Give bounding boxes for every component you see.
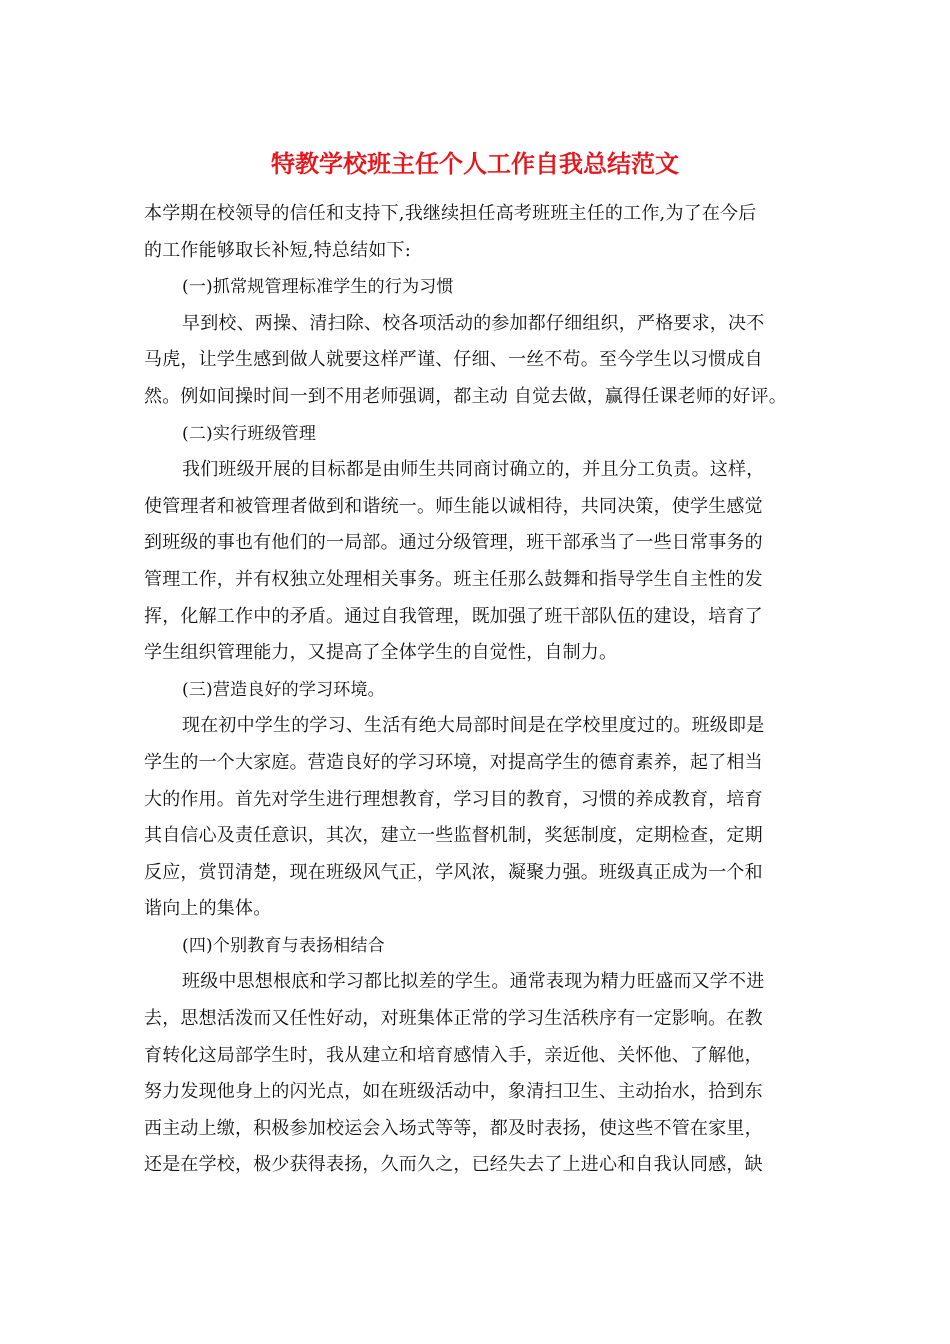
paragraph-line: 其自信心及责任意识，其次，建立一些监督机制，奖惩制度，定期检查，定期 [144, 825, 763, 847]
paragraph-line: 学生组织管理能力，又提高了全体学生的自觉性，自制力。 [144, 642, 618, 664]
document-body [144, 196, 824, 1184]
paragraph-line: 使管理者和被管理者做到和谐统一。师生能以诚相待，共同决策，使学生感觉 [144, 495, 763, 517]
paragraph-line: 本学期在校领导的信任和支持下,我继续担任高考班班主任的工作,为了在今后 [144, 203, 757, 224]
paragraph-line: 挥，化解工作中的矛盾。通过自我管理，既加强了班干部队伍的建设，培育了 [144, 605, 763, 627]
paragraph-line: 的工作能够取长补短,特总结如下: [144, 239, 411, 261]
paragraph-line: 管理工作，并有权独立处理相关事务。班主任那么鼓舞和指导学生自主性的发 [144, 568, 763, 590]
paragraph-line: 还是在学校，极少获得表扬，久而久之，已经失去了上进心和自我认同感，缺 [144, 1154, 763, 1176]
paragraph-line: 大的作用。首先对学生进行理想教育，学习目的教育，习惯的养成教育，培育 [144, 788, 763, 810]
paragraph-line: 谐向上的集体。 [144, 898, 272, 920]
paragraph-line: 学生的一个大家庭。营造良好的学习环境，对提高学生的德育素养，起了相当 [144, 751, 763, 773]
paragraph-line: 反应，赏罚清楚，现在班级风气正，学风浓，凝聚力强。班级真正成为一个和 [144, 861, 763, 883]
section-heading: (三)营造良好的学习环境。 [182, 679, 385, 700]
paragraph-line: 班级中思想根底和学习都比拟差的学生。通常表现为精力旺盛而又学不进 [182, 971, 765, 993]
paragraph-line: 到班级的事也有他们的一局部。通过分级管理，班干部承当了一些日常事务的 [144, 532, 763, 554]
document-title: 特教学校班主任个人工作自我总结范文 [271, 149, 679, 178]
paragraph-line: 马虎，让学生感到做人就要这样严谨、仔细、一丝不苟。至今学生以习惯成自 [144, 349, 763, 371]
paragraph-line: 然。例如间操时间一到不用老师强调，都主动 自觉去做，赢得任课老师的好评。 [144, 385, 787, 407]
paragraph-line: 努力发现他身上的闪光点，如在班级活动中，象清扫卫生、主动抬水，拾到东 [144, 1081, 763, 1103]
paragraph-line: 我们班级开展的目标都是由师生共同商讨确立的，并且分工负责。这样， [182, 459, 765, 481]
section-heading: (一)抓常规管理标准学生的行为习惯 [182, 277, 454, 298]
paragraph-line: 育转化这局部学生时，我从建立和培育感情入手，亲近他、关怀他、了解他， [144, 1044, 763, 1066]
section-heading: (四)个别教育与表扬相结合 [182, 935, 385, 956]
section-heading: (二)实行班级管理 [182, 423, 317, 444]
paragraph-line: 去，思想活泼而又任性好动，对班集体正常的学习生活秩序有一定影响。在教 [144, 1008, 763, 1030]
paragraph-line: 西主动上缴，积极参加校运会入场式等等，都及时表扬，使这些不管在家里， [144, 1117, 763, 1139]
paragraph-line: 现在初中学生的学习、生活有绝大局部时间是在学校里度过的。班级即是 [182, 715, 765, 737]
paragraph-line: 早到校、两操、清扫除、校各项活动的参加都仔细组织，严格要求，决不 [182, 312, 765, 334]
